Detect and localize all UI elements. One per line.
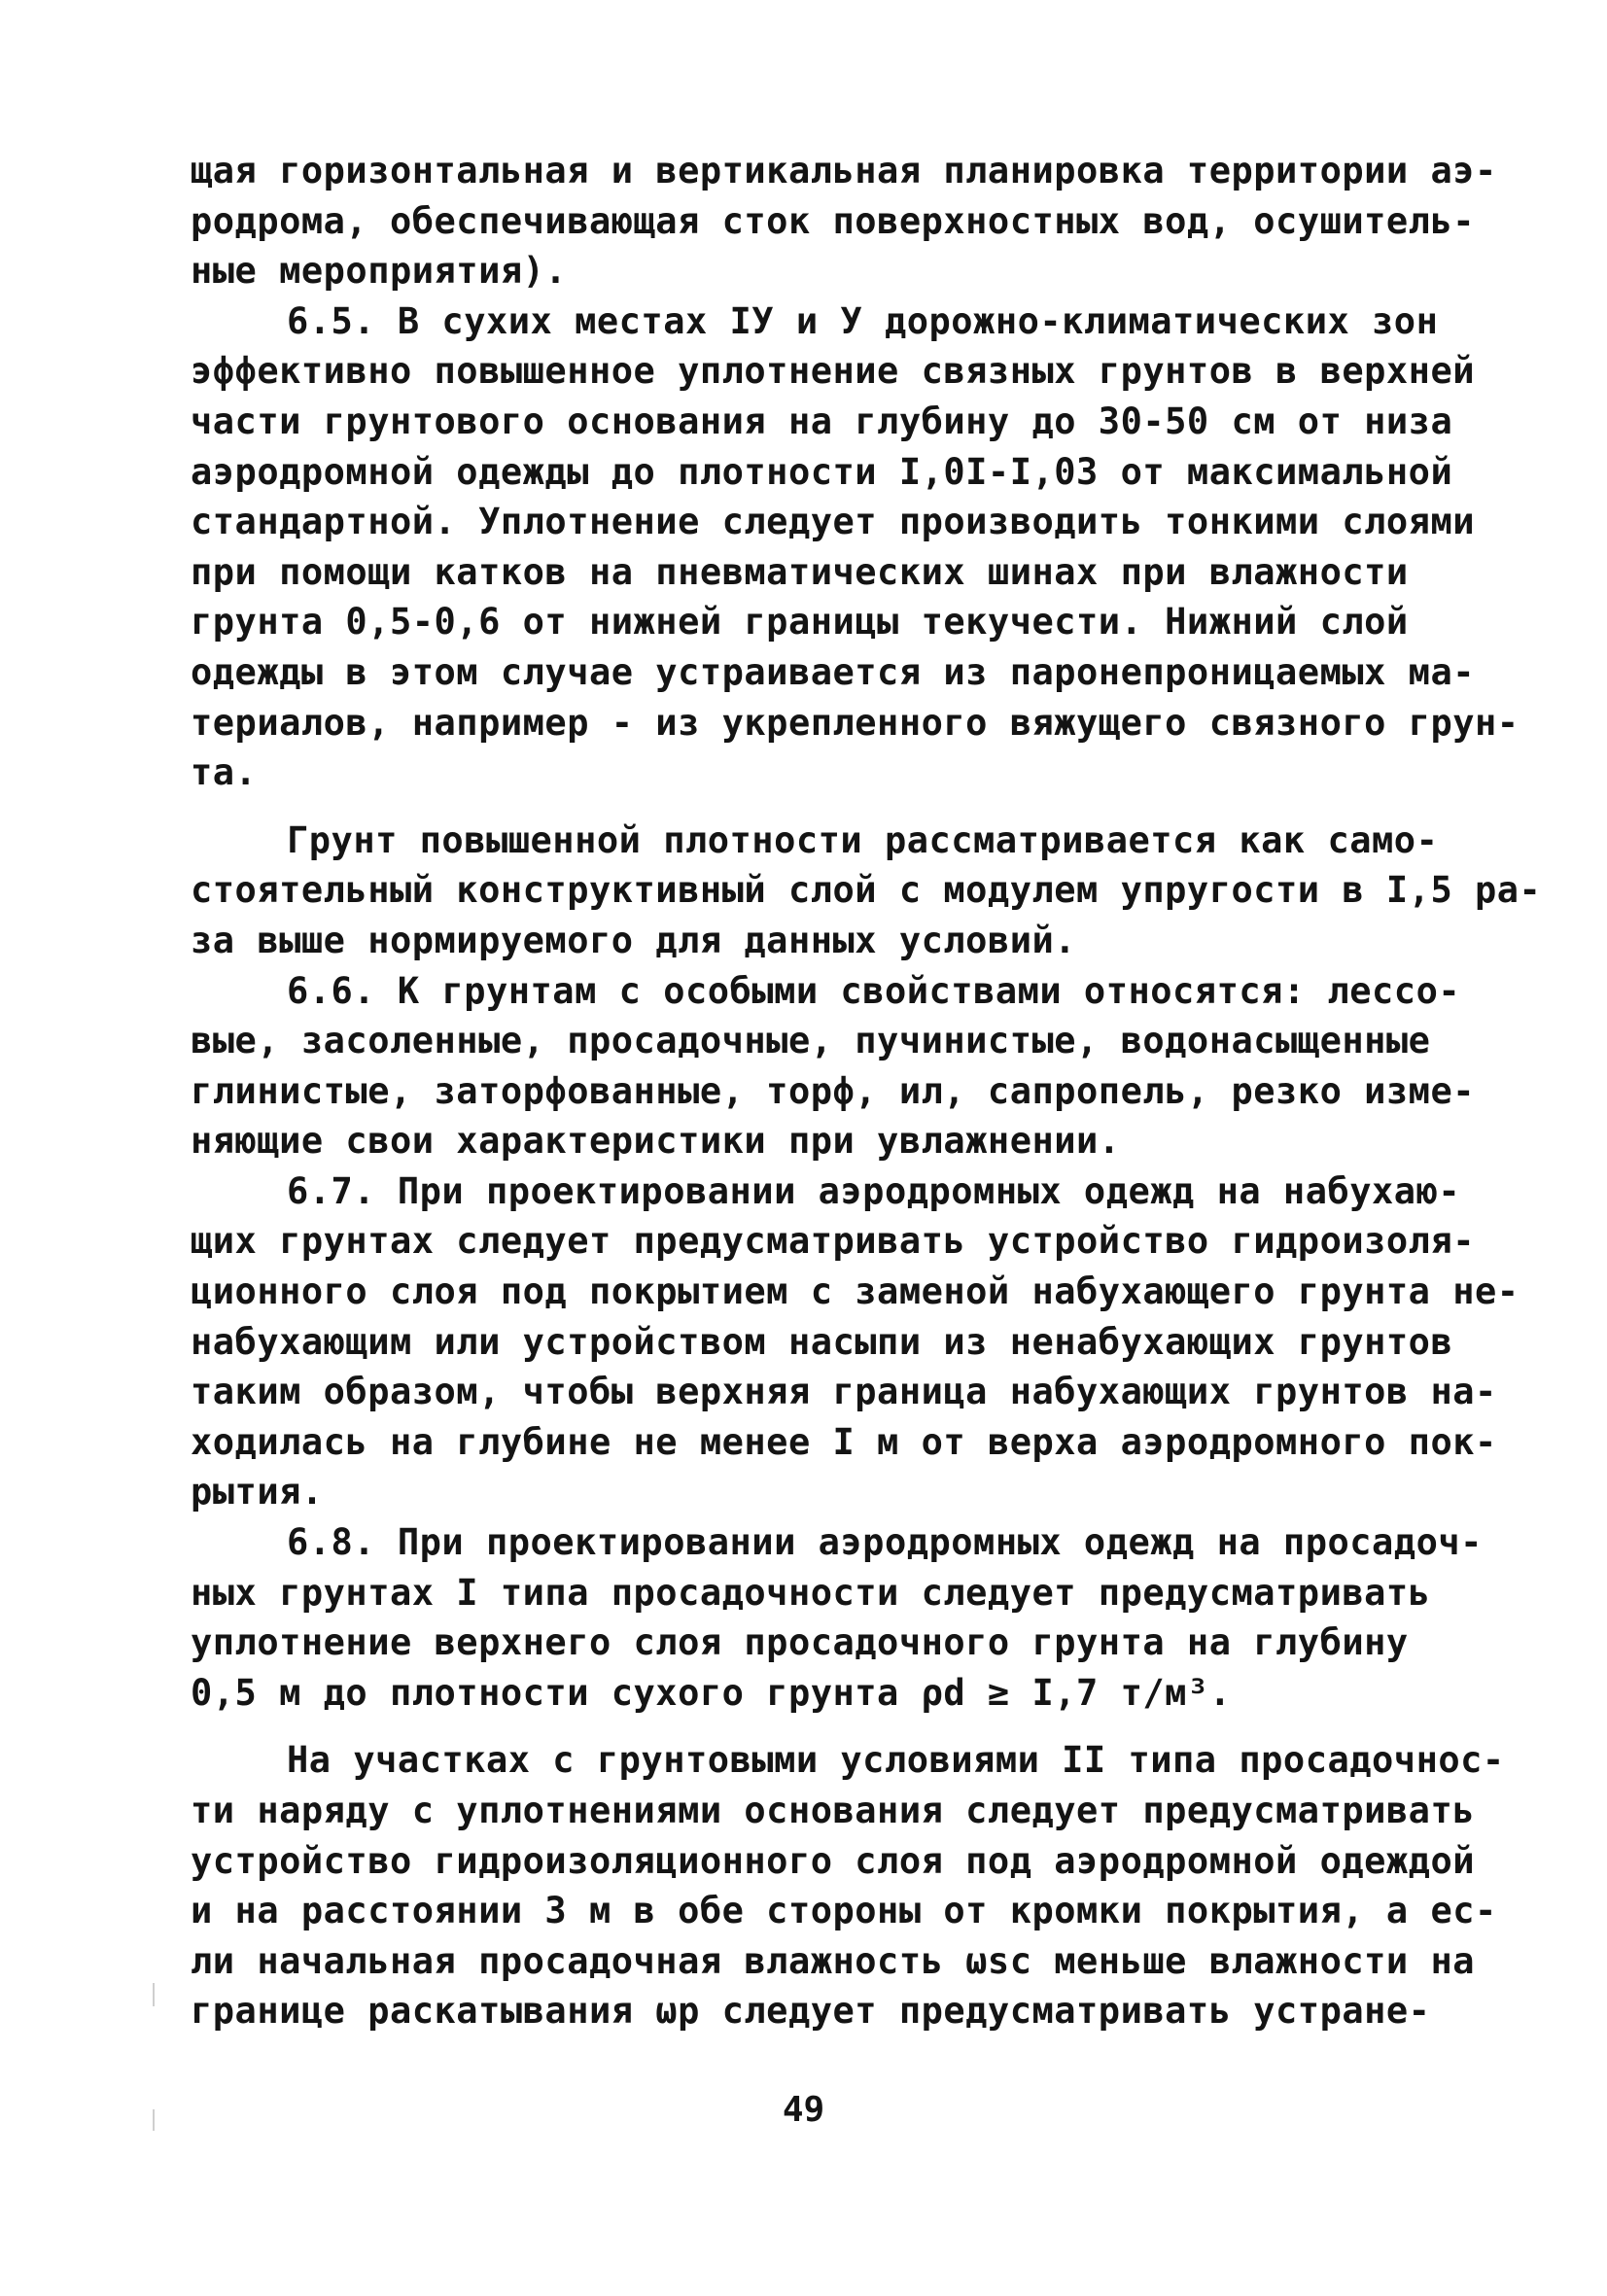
text-line: набухающим или устройством насыпи из ненабухающих грунтов bbox=[191, 1320, 1453, 1363]
text-line: грунта 0,5-0,6 от нижней границы текучести. Нижний слой bbox=[191, 601, 1409, 644]
text-line: ли начальная просадочная влажность ωsc меньше влажности на bbox=[191, 1939, 1476, 1982]
paragraph-start-line: Грунт повышенной плотности рассматривается как само- bbox=[287, 818, 1439, 861]
text-line: ти наряду с уплотнениями основания следует предусматривать bbox=[191, 1790, 1476, 1831]
text-line: стандартной. Уплотнение следует производить тонкими слоями bbox=[191, 501, 1476, 543]
text-line: щих грунтах следует предусматривать устройство гидроизоля- bbox=[191, 1220, 1476, 1263]
text-line: устройство гидроизоляционного слоя под аэродромной одеждой bbox=[191, 1839, 1476, 1882]
text-line: одежды в этом случае устраивается из паронепроницаемых ма- bbox=[191, 650, 1476, 693]
text-line: родрома, обеспечивающая сток поверхностных вод, осушитель- bbox=[191, 199, 1476, 242]
text-line: эффективно повышенное уплотнение связных грунтов в верхней bbox=[191, 350, 1476, 393]
text-line: щая горизонтальная и вертикальная планировка территории аэ- bbox=[191, 150, 1497, 191]
scan-margin-mark bbox=[153, 1983, 155, 2006]
text-line: ных грунтах I типа просадочности следует предусматривать bbox=[191, 1571, 1431, 1614]
text-line: ционного слоя под покрытием с заменой набухающего грунта не- bbox=[191, 1270, 1520, 1313]
paragraph-start-line: На участках с грунтовыми условиями II типа просадочнос- bbox=[287, 1739, 1505, 1782]
text-line: за выше нормируемого для данных условий. bbox=[191, 919, 1077, 961]
text-line: ходилась на глубине не менее I м от верха аэродромного пок- bbox=[191, 1420, 1497, 1463]
text-line: рытия. bbox=[191, 1471, 324, 1513]
text-line: ные мероприятия). bbox=[191, 250, 568, 293]
text-line: и на расстоянии 3 м в обе стороны от кромки покрытия, а ес- bbox=[191, 1890, 1497, 1932]
text-line: границе раскатывания ωp следует предусматривать устране- bbox=[191, 1990, 1431, 2033]
text-line: при помощи катков на пневматических шинах при влажности bbox=[191, 550, 1409, 593]
page-number: 49 bbox=[782, 2090, 825, 2130]
section-6-6-heading-line: 6.6. К грунтам с особыми свойствами относятся: лессо- bbox=[287, 969, 1461, 1012]
section-6-8-heading-line: 6.8. При проектировании аэродромных одежд на просадоч- bbox=[287, 1521, 1483, 1564]
text-line: вые, засоленные, просадочные, пучинистые, водонасыщенные bbox=[191, 1020, 1431, 1062]
text-line: таким образом, чтобы верхняя граница набухающих грунтов на- bbox=[191, 1371, 1497, 1413]
text-line: 0,5 м до плотности сухого грунта ρd ≥ I,7 т/м³. bbox=[191, 1671, 1232, 1714]
text-line: части грунтового основания на глубину до 30-50 см от низа bbox=[191, 400, 1453, 442]
section-6-5-heading-line: 6.5. В сухих местах IУ и У дорожно-климатических зон bbox=[287, 299, 1439, 342]
text-line: няющие свои характеристики при увлажнении. bbox=[191, 1120, 1121, 1163]
body-text bbox=[191, 146, 1542, 2036]
text-line: глинистые, заторфованные, торф, ил, сапропель, резко изме- bbox=[191, 1069, 1476, 1112]
text-line: териалов, например - из укрепленного вяжущего связного грун- bbox=[191, 701, 1520, 744]
text-line: та. bbox=[191, 751, 258, 794]
text-line: уплотнение верхнего слоя просадочного грунта на глубину bbox=[191, 1621, 1409, 1664]
text-line: стоятельный конструктивный слой с модулем упругости в I,5 ра- bbox=[191, 869, 1542, 912]
section-6-7-heading-line: 6.7. При проектировании аэродромных одежд на набухаю- bbox=[287, 1169, 1461, 1212]
text-line: аэродромной одежды до плотности I,0I-I,03 от максимальной bbox=[191, 450, 1453, 493]
